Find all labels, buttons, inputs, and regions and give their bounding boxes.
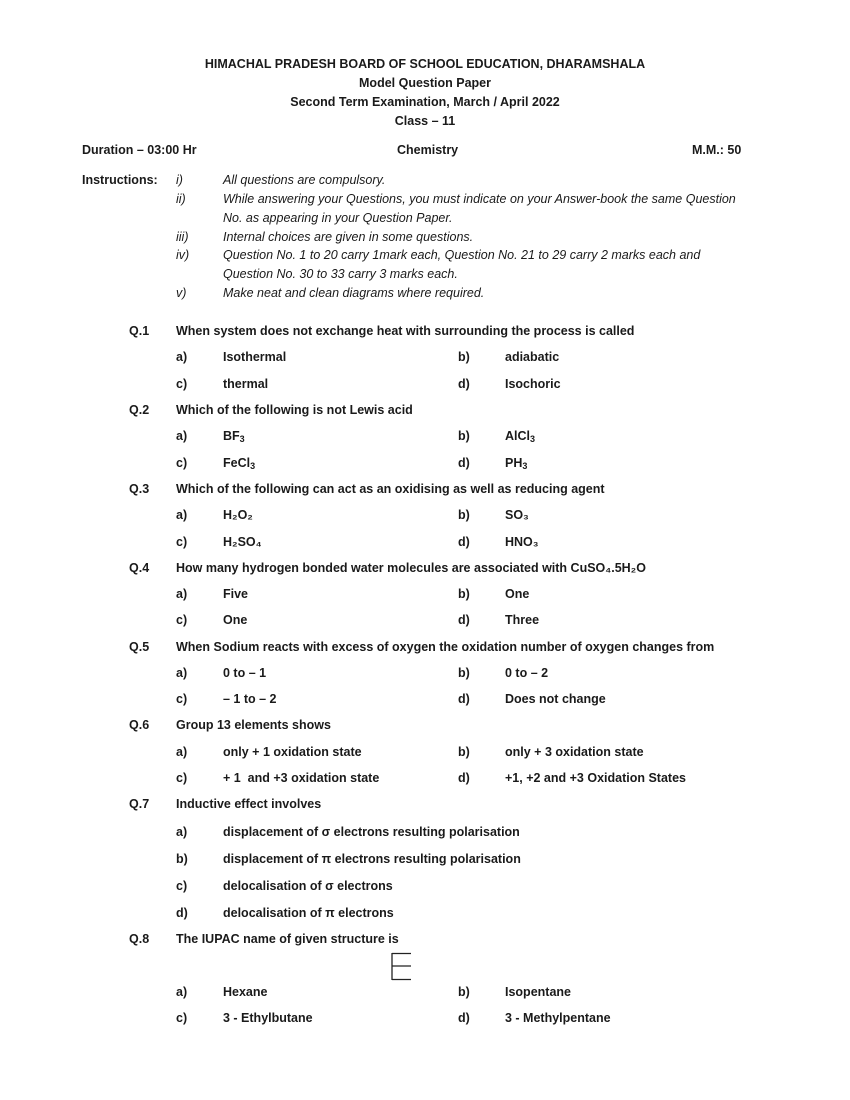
option-label: d) [458, 771, 470, 785]
max-marks: M.M.: 50 [692, 143, 742, 157]
option-text: only + 3 oxidation state [505, 745, 644, 759]
option-formula: HNO₃ [505, 535, 539, 549]
option-label: d) [458, 456, 470, 470]
paper-type: Model Question Paper [359, 76, 491, 90]
option-text: Five [223, 587, 249, 601]
question-number: Q.2 [129, 403, 150, 417]
option-formula: AlCl$_3$ [505, 429, 536, 444]
option-text: delocalisation of σ electrons [223, 879, 393, 893]
option-label: b) [458, 429, 470, 443]
board-title: HIMACHAL PRADESH BOARD OF SCHOOL EDUCATION, DHARAMSHALA [204, 57, 646, 71]
option-label: a) [176, 587, 188, 601]
question-number: Q.6 [129, 718, 150, 732]
option-formula: H₂SO₄ [223, 535, 262, 549]
instruction-text: No. as appearing in your Question Paper. [223, 211, 453, 225]
exam-title: Second Term Examination, March / April 2022 [290, 95, 560, 109]
question-number: Q.3 [129, 482, 150, 496]
option-formula: FeCl$_3$ [223, 456, 256, 471]
option-label: d) [458, 377, 470, 391]
option-label: c) [176, 771, 188, 785]
option-label: c) [176, 535, 188, 549]
option-label: a) [176, 745, 188, 759]
instruction-text: All questions are compulsory. [223, 173, 386, 187]
instruction-num: iv) [176, 248, 190, 262]
option-label: a) [176, 985, 188, 999]
option-text: thermal [223, 377, 269, 391]
option-label: c) [176, 1011, 188, 1025]
question-number: Q.7 [129, 797, 150, 811]
subject: Chemistry [397, 143, 459, 157]
option-text: Isochoric [505, 377, 561, 391]
option-label: b) [458, 508, 470, 522]
option-text: Isothermal [223, 350, 287, 364]
option-text: 3 - Ethylbutane [223, 1011, 313, 1025]
instruction-text: While answering your Questions, you must indicate on your Answer-book the same Question [223, 192, 736, 206]
option-label: d) [458, 535, 470, 549]
question-number: Q.1 [129, 324, 150, 338]
question-text: Inductive effect involves [176, 797, 322, 811]
option-label: b) [458, 350, 470, 364]
option-label: b) [458, 985, 470, 999]
option-formula: H₂O₂ [223, 508, 253, 522]
instruction-text: Internal choices are given in some questions. [223, 230, 474, 244]
option-text: 0 to – 2 [505, 666, 549, 680]
question-text: Which of the following can act as an oxidising as well as reducing agent [176, 482, 605, 496]
instruction-text: Question No. 30 to 33 carry 3 marks each. [223, 267, 458, 281]
option-label: c) [176, 879, 188, 893]
question-text: When Sodium reacts with excess of oxygen the oxidation number of oxygen changes from [176, 640, 715, 654]
option-label: b) [458, 745, 470, 759]
option-formula: $BF_3$ [223, 429, 245, 444]
option-label: c) [176, 692, 188, 706]
question-text: The IUPAC name of given structure is [176, 932, 399, 946]
instruction-text: Question No. 1 to 20 carry 1mark each, Question No. 21 to 29 carry 2 marks each and [223, 248, 701, 262]
duration: Duration – 03:00 Hr [82, 143, 197, 157]
option-text: only + 1 oxidation state [223, 745, 362, 759]
skeletal-structure-diagram [390, 952, 414, 982]
instruction-num: i) [176, 173, 183, 187]
option-text: – 1 to – 2 [223, 692, 277, 706]
class-label: Class – 11 [394, 114, 456, 128]
option-text: Isopentane [505, 985, 571, 999]
option-text: Does not change [505, 692, 606, 706]
instruction-num: ii) [176, 192, 186, 206]
option-label: b) [458, 666, 470, 680]
option-label: c) [176, 456, 188, 470]
option-text: displacement of π electrons resulting polarisation [223, 852, 521, 866]
option-text: adiabatic [505, 350, 560, 364]
instruction-num: iii) [176, 230, 189, 244]
question-text: Which of the following is not Lewis acid [176, 403, 413, 417]
option-text: +1, +2 and +3 Oxidation States [505, 771, 686, 785]
option-text: 0 to – 1 [223, 666, 267, 680]
instruction-text: Make neat and clean diagrams where required. [223, 286, 485, 300]
option-label: b) [458, 587, 470, 601]
question-text: When system does not exchange heat with surrounding the process is called [176, 324, 635, 338]
question-number: Q.4 [129, 561, 150, 575]
option-label: a) [176, 825, 188, 839]
option-label: c) [176, 613, 188, 627]
option-label: c) [176, 377, 188, 391]
option-text: One [223, 613, 248, 627]
option-formula: $PH_3$ [505, 456, 528, 471]
option-text: + 1 and +3 oxidation state [223, 771, 380, 785]
option-label: a) [176, 666, 188, 680]
option-label: b) [176, 852, 188, 866]
option-text: Hexane [223, 985, 268, 999]
question-number: Q.5 [129, 640, 150, 654]
option-label: a) [176, 508, 188, 522]
option-label: d) [176, 906, 188, 920]
question-text: Group 13 elements shows [176, 718, 331, 732]
question-text: How many hydrogen bonded water molecules are associated with CuSO₄.5H₂O [176, 561, 646, 575]
instruction-num: v) [176, 286, 187, 300]
option-label: d) [458, 1011, 470, 1025]
option-label: d) [458, 692, 470, 706]
instructions-label: Instructions: [82, 173, 158, 187]
option-label: a) [176, 350, 188, 364]
option-formula: SO₃ [505, 508, 529, 522]
option-text: One [505, 587, 530, 601]
option-label: d) [458, 613, 470, 627]
option-text: delocalisation of π electrons [223, 906, 394, 920]
option-text: 3 - Methylpentane [505, 1011, 611, 1025]
question-number: Q.8 [129, 932, 150, 946]
option-text: Three [505, 613, 540, 627]
option-label: a) [176, 429, 188, 443]
option-text: displacement of σ electrons resulting polarisation [223, 825, 520, 839]
